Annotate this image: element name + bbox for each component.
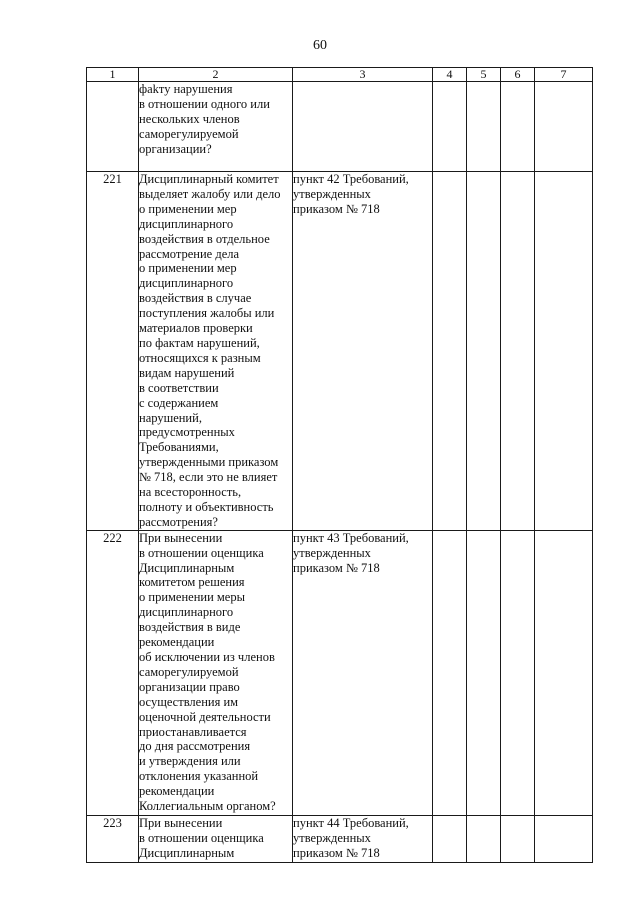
question-line: об исключении из членов [139,650,275,664]
answer-cell [433,530,467,815]
reference-line: утвержденных [293,545,371,560]
question-line: рассмотрения? [139,514,218,529]
question-line: полноту и объективность [139,499,274,514]
question-line: приостанавливается [139,724,247,739]
question-line: Дисциплинарным [139,560,235,575]
answer-cell [501,82,535,172]
question-line: рассмотрение дела [139,246,240,261]
answer-cell [467,82,501,172]
reference-line: пункт 44 Требований, [293,815,409,830]
question-line: воздействия в случае [139,291,252,306]
question-line: № 718, если это не влияет [139,470,278,485]
column-header: 1 [87,68,139,82]
answer-cell [467,172,501,531]
reference-cell [293,815,433,862]
question-line: видам нарушений [139,365,235,380]
table-row [87,172,593,531]
question-line: в отношении одного или [139,96,270,111]
question-line: оценочной деятельности [139,709,271,724]
question-line: предусмотренных [139,425,235,440]
question-line: рекомендации [139,635,215,650]
page-number: 60 [313,38,327,53]
question-line: При вынесении [139,815,223,830]
question-line: организации право [139,679,240,694]
answer-cell [433,82,467,172]
question-line: организации? [139,141,212,156]
question-line: выделяет жалобу или дело [139,186,281,201]
note-cell [535,815,593,862]
question-line: осуществления им [139,694,239,709]
note-cell [535,530,593,815]
table-row [87,82,593,172]
question-cell [139,530,293,815]
question-line: рекомендации [139,784,215,799]
question-line: Дисциплинарный комитет [139,172,279,186]
note-cell [535,82,593,172]
question-line: с содержанием [139,395,219,410]
row-number-cell [87,82,139,172]
question-line: воздействия в отдельное [139,231,270,246]
note-cell [535,172,593,531]
reference-line: пункт 43 Требований, [293,530,409,545]
question-line: нескольких членов [139,111,240,126]
question-line: отклонения указанной [139,769,259,784]
answer-cell [467,815,501,862]
question-line: комитетом решения [139,575,245,590]
column-header: 2 [139,68,293,82]
question-line: Дисциплинарным [139,845,235,860]
question-line: материалов проверки [139,321,253,336]
question-cell [139,815,293,862]
question-cell [139,82,293,172]
question-line: на всесторонность, [139,485,242,500]
question-line: и утверждения или [139,754,241,769]
question-line: Требованиями, [139,440,219,455]
question-line: нарушений, [139,410,202,425]
question-line: до дня рассмотрения [139,739,251,754]
reference-line: утвержденных [293,186,371,201]
row-number-cell: 221 [87,172,139,531]
question-cell [139,172,293,531]
question-line: о применении мер [139,201,237,216]
table-header-row [87,68,593,82]
question-line: дисциплинарного [139,276,234,291]
reference-line: пункт 42 Требований, [293,172,409,186]
question-line: о применении меры [139,590,245,605]
question-line: дисциплинарного [139,605,234,620]
column-header: 3 [293,68,433,82]
row-number-cell: 223 [87,815,139,862]
answer-cell [433,815,467,862]
question-line: в отношении оценщика [139,545,264,560]
checklist-table [86,67,593,863]
question-line: При вынесении [139,530,223,545]
question-line: дисциплинарного [139,216,234,231]
reference-cell [293,530,433,815]
question-line: поступления жалобы или [139,306,275,321]
question-line: саморегулируемой [139,664,239,679]
reference-cell [293,172,433,531]
question-line: саморегулируемой [139,126,239,141]
answer-cell [433,172,467,531]
reference-line: утвержденных [293,830,371,845]
answer-cell [501,172,535,531]
answer-cell [501,815,535,862]
answer-cell [501,530,535,815]
row-number-cell: 222 [87,530,139,815]
question-line: фаkту нарушения [139,82,233,96]
question-line: в соответствии [139,380,219,395]
answer-cell [467,530,501,815]
question-line: в отношении оценщика [139,830,264,845]
column-header: 6 [501,68,535,82]
column-header: 7 [535,68,593,82]
question-line: воздействия в виде [139,620,241,635]
question-line: Коллегиальным органом? [139,799,276,814]
table-row [87,815,593,862]
question-line: по фактам нарушений, [139,335,260,350]
reference-line: приказом № 718 [293,560,380,575]
table-row [87,530,593,815]
column-header: 4 [433,68,467,82]
question-line: о применении мер [139,261,237,276]
question-line: относящихся к разным [139,350,261,365]
reference-line: приказом № 718 [293,845,380,860]
column-header: 5 [467,68,501,82]
reference-line: приказом № 718 [293,201,380,216]
reference-cell [293,82,433,172]
question-line: утвержденными приказом [139,455,279,470]
